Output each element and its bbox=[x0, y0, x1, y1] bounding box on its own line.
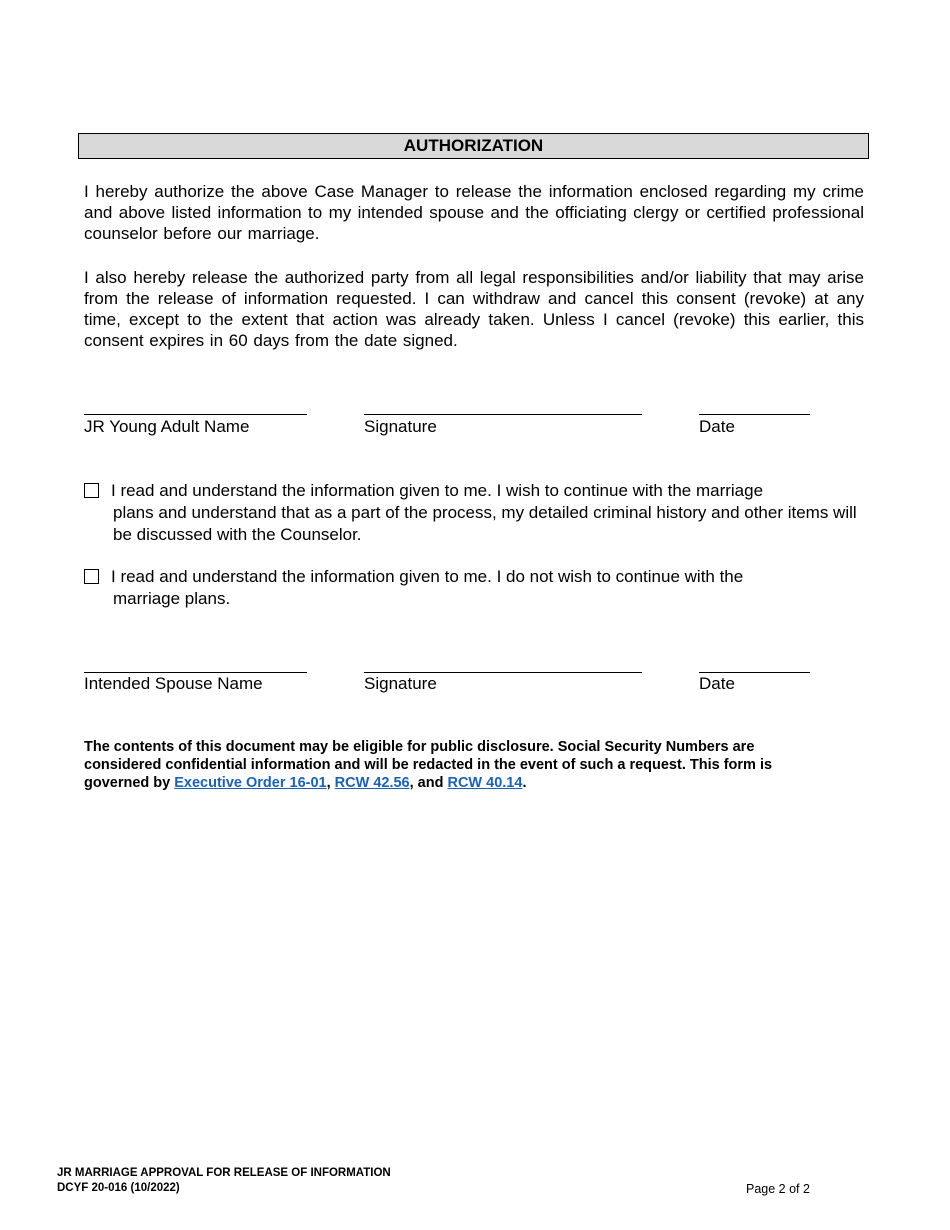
disclosure-text: The contents of this document may be eligible for public disclosure. Social Security Numbers are considered confidential information and will be redacted in the event of such a request. This form is governed by bbox=[84, 739, 773, 791]
authorization-paragraph-1: I hereby authorize the above Case Manager to release the information enclosed regarding my crime and above listed information to my intended spouse and the officiating clergy or certified professional counselor before our marriage. bbox=[84, 182, 864, 243]
executive-order-link[interactable]: Executive Order 16-01 bbox=[174, 775, 327, 791]
authorization-heading bbox=[78, 133, 869, 159]
spouse-date-label: Date bbox=[699, 674, 735, 693]
public-disclosure-notice bbox=[84, 738, 834, 792]
young-adult-name-line[interactable] bbox=[84, 414, 307, 415]
disclosure-separator-1: , bbox=[326, 775, 335, 791]
footer-form-title: JR MARRIAGE APPROVAL FOR RELEASE OF INFORMATION bbox=[57, 1167, 391, 1179]
spouse-name-line[interactable] bbox=[84, 672, 307, 673]
young-adult-name-label: JR Young Adult Name bbox=[84, 417, 250, 436]
rcw-42-56-link[interactable]: RCW 42.56 bbox=[334, 775, 410, 791]
young-adult-date-label: Date bbox=[699, 417, 735, 436]
spouse-signature-label: Signature bbox=[364, 674, 437, 693]
option-continue-line2: plans and understand that as a part of the process, my detailed criminal history and other items will be discussed with the Counselor. bbox=[113, 503, 857, 544]
young-adult-signature-line[interactable] bbox=[364, 414, 642, 415]
spouse-date-line[interactable] bbox=[699, 672, 810, 673]
option-decline-line2: marriage plans. bbox=[113, 589, 231, 608]
option-continue bbox=[84, 480, 859, 546]
page-number: Page 2 of 2 bbox=[746, 1182, 810, 1196]
option-continue-line1: I read and understand the information given to me. I wish to continue with the marriage bbox=[111, 481, 764, 500]
young-adult-date-line[interactable] bbox=[699, 414, 810, 415]
continue-checkbox[interactable] bbox=[84, 483, 99, 498]
decline-checkbox[interactable] bbox=[84, 569, 99, 584]
authorization-heading-text: AUTHORIZATION bbox=[403, 136, 544, 155]
rcw-40-14-link[interactable]: RCW 40.14 bbox=[447, 775, 523, 791]
disclosure-separator-2: , and bbox=[409, 775, 448, 791]
authorization-paragraph-2: I also hereby release the authorized party from all legal responsibilities and/or liability that may arise from the release of information requested. I can withdraw and cancel this consent (revoke) at any time, except to the extent that action was already taken. Unless I cancel (revoke) this earlier, this consent expires in 60 days from the date signed. bbox=[84, 268, 864, 350]
option-decline bbox=[84, 566, 859, 610]
option-decline-line1: I read and understand the information given to me. I do not wish to continue with the bbox=[111, 567, 744, 586]
disclosure-end: . bbox=[522, 775, 527, 791]
footer-form-info bbox=[57, 1166, 391, 1196]
footer-form-number: DCYF 20-016 (10/2022) bbox=[57, 1182, 180, 1194]
spouse-signature-line[interactable] bbox=[364, 672, 642, 673]
spouse-name-label: Intended Spouse Name bbox=[84, 674, 263, 693]
young-adult-signature-label: Signature bbox=[364, 417, 437, 436]
